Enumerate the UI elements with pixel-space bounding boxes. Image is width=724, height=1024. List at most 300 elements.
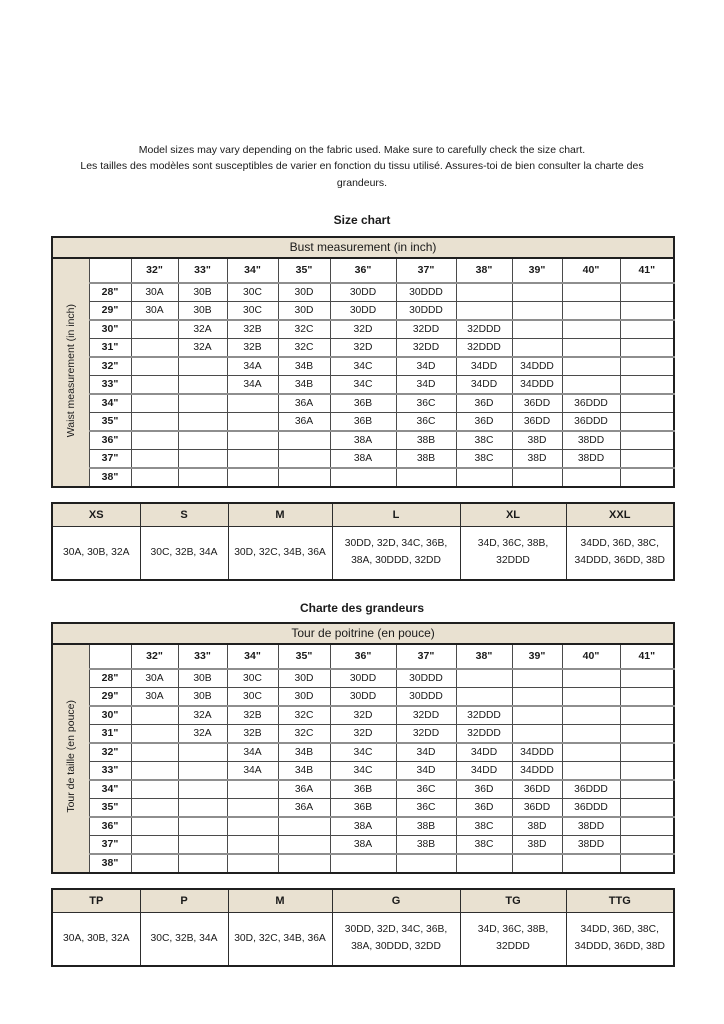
bust-size-header-cell: 37" (396, 258, 456, 283)
size-cell: 36D (456, 780, 512, 799)
size-matrix-row (52, 412, 674, 431)
size-cell (512, 706, 562, 725)
size-cell (131, 375, 178, 394)
size-cell: 34C (330, 743, 396, 762)
size-cell (512, 338, 562, 357)
size-cell (131, 357, 178, 376)
size-matrix-row (52, 357, 674, 376)
bust-size-header-cell: 39" (512, 258, 562, 283)
size-cell (620, 854, 674, 873)
bust-size-header-cell: 41" (620, 258, 674, 283)
size-cell: 32A (178, 320, 227, 339)
size-cell (562, 283, 620, 302)
size-cell: 34DDD (512, 761, 562, 780)
size-cell: 36A (278, 780, 330, 799)
size-cell (562, 761, 620, 780)
size-cell: 36D (456, 798, 512, 817)
size-groups-table-fr (51, 888, 675, 967)
size-cell: 30D (278, 669, 330, 688)
group-sizes-cell: 34DD, 36D, 38C, 34DDD, 36DD, 38D (566, 526, 674, 580)
size-cell (178, 780, 227, 799)
size-cell (278, 468, 330, 487)
size-cell (562, 669, 620, 688)
group-label-cell: XL (460, 503, 566, 527)
waist-size-header-cell: 34" (89, 780, 131, 799)
size-cell (456, 283, 512, 302)
size-cell (512, 687, 562, 706)
size-cell: 32D (330, 706, 396, 725)
group-label-cell: M (228, 889, 332, 913)
size-cell (278, 835, 330, 854)
size-cell: 30DD (330, 283, 396, 302)
size-cell: 32DD (396, 320, 456, 339)
waist-size-header-cell: 33" (89, 761, 131, 780)
waist-size-header-cell: 32" (89, 357, 131, 376)
size-cell: 36D (456, 394, 512, 413)
bust-size-header-cell: 38" (456, 644, 512, 669)
size-cell: 34B (278, 743, 330, 762)
size-cell (456, 687, 512, 706)
size-cell (620, 394, 674, 413)
size-cell (178, 817, 227, 836)
waist-size-header-cell: 30" (89, 706, 131, 725)
size-matrix-row (52, 320, 674, 339)
size-cell: 30B (178, 687, 227, 706)
size-cell (512, 283, 562, 302)
size-matrix-row (52, 431, 674, 450)
size-cell (178, 854, 227, 873)
size-cell: 34DD (456, 761, 512, 780)
size-cell (278, 431, 330, 450)
size-cell (620, 687, 674, 706)
size-cell (512, 854, 562, 873)
size-cell (562, 468, 620, 487)
size-cell: 32C (278, 338, 330, 357)
waist-axis-label-text: Waist measurement (in inch) (64, 304, 77, 438)
waist-size-header-cell: 31" (89, 724, 131, 743)
size-cell: 36DD (512, 394, 562, 413)
size-cell: 30D (278, 687, 330, 706)
size-cell: 36DD (512, 780, 562, 799)
group-sizes-cell: 30A, 30B, 32A (52, 526, 140, 580)
size-cell: 38C (456, 817, 512, 836)
size-cell (131, 320, 178, 339)
waist-size-header-cell: 35" (89, 798, 131, 817)
size-cell: 34C (330, 375, 396, 394)
size-cell: 30A (131, 301, 178, 320)
bust-size-header-cell: 35" (278, 258, 330, 283)
size-cell: 34B (278, 761, 330, 780)
size-cell: 38D (512, 431, 562, 450)
size-cell: 30DDD (396, 301, 456, 320)
size-groups-table-en (51, 502, 675, 581)
size-matrix-row (52, 780, 674, 799)
size-cell (620, 431, 674, 450)
size-cell (131, 338, 178, 357)
size-cell: 38A (330, 449, 396, 468)
size-cell: 32D (330, 338, 396, 357)
size-cell (131, 835, 178, 854)
size-matrix-row (52, 798, 674, 817)
bust-measurement-header: Tour de poitrine (en pouce) (52, 623, 674, 644)
size-cell: 38DD (562, 835, 620, 854)
size-cell (131, 743, 178, 762)
bust-size-header-cell: 37" (396, 644, 456, 669)
group-sizes-cell: 30C, 32B, 34A (140, 912, 228, 966)
size-cell (620, 780, 674, 799)
size-cell: 32DDD (456, 320, 512, 339)
size-cell (456, 669, 512, 688)
waist-axis-label (52, 644, 89, 873)
size-cell (562, 706, 620, 725)
size-cell: 38A (330, 431, 396, 450)
size-cell (227, 468, 278, 487)
size-cell (131, 431, 178, 450)
size-cell: 30C (227, 687, 278, 706)
size-matrix-row (52, 283, 674, 302)
size-cell (620, 835, 674, 854)
size-cell: 30DD (330, 669, 396, 688)
bust-size-header-row (52, 258, 674, 283)
size-cell (512, 320, 562, 339)
size-cell (131, 468, 178, 487)
group-sizes-cell: 30D, 32C, 34B, 36A (228, 526, 332, 580)
bust-size-header-cell: 35" (278, 644, 330, 669)
size-cell: 32C (278, 320, 330, 339)
size-cell (178, 449, 227, 468)
size-cell (227, 835, 278, 854)
size-cell: 36DDD (562, 394, 620, 413)
size-cell (562, 724, 620, 743)
size-cell: 38B (396, 835, 456, 854)
section-english (51, 213, 673, 581)
size-cell: 30C (227, 283, 278, 302)
group-label-row (52, 889, 674, 913)
size-cell: 36C (396, 412, 456, 431)
size-cell (562, 338, 620, 357)
size-cell: 38B (396, 817, 456, 836)
group-sizes-cell: 34DD, 36D, 38C, 34DDD, 36DD, 38D (566, 912, 674, 966)
size-cell: 32DDD (456, 724, 512, 743)
size-cell (131, 394, 178, 413)
size-cell: 30D (278, 301, 330, 320)
size-cell: 34A (227, 375, 278, 394)
size-cell: 34D (396, 743, 456, 762)
size-cell (620, 724, 674, 743)
group-label-cell: L (332, 503, 460, 527)
waist-size-header-cell: 28" (89, 669, 131, 688)
size-cell (278, 854, 330, 873)
size-cell: 30A (131, 687, 178, 706)
size-cell: 36B (330, 798, 396, 817)
bust-header-row (52, 623, 674, 644)
group-sizes-cell: 30DD, 32D, 34C, 36B, 38A, 30DDD, 32DD (332, 912, 460, 966)
size-cell: 38C (456, 835, 512, 854)
size-cell (178, 431, 227, 450)
size-cell: 30D (278, 283, 330, 302)
bust-size-header-cell: 38" (456, 258, 512, 283)
size-cell: 32DD (396, 724, 456, 743)
size-cell: 34D (396, 761, 456, 780)
size-cell: 38A (330, 835, 396, 854)
size-cell: 30C (227, 669, 278, 688)
bust-size-header-cell: 32" (131, 644, 178, 669)
waist-axis-label (52, 258, 89, 487)
size-cell: 34A (227, 761, 278, 780)
bust-measurement-header: Bust measurement (in inch) (52, 237, 674, 258)
section-french (51, 601, 673, 967)
size-cell: 38C (456, 431, 512, 450)
size-cell (178, 761, 227, 780)
note-french: Les tailles des modèles sont susceptibles de varier en fonction du tissu utilisé. Assures-toi de bien consulter la charte des grandeurs. (80, 160, 644, 189)
bust-size-header-cell: 33" (178, 258, 227, 283)
size-cell (131, 449, 178, 468)
size-cell (227, 780, 278, 799)
size-cell (620, 320, 674, 339)
size-cell: 32D (330, 724, 396, 743)
size-cell (620, 798, 674, 817)
size-cell: 34A (227, 357, 278, 376)
size-cell: 38C (456, 449, 512, 468)
size-cell: 32C (278, 706, 330, 725)
size-cell: 36C (396, 780, 456, 799)
size-cell (620, 412, 674, 431)
size-cell: 30B (178, 669, 227, 688)
waist-size-header-cell: 32" (89, 743, 131, 762)
size-cell (562, 320, 620, 339)
size-cell (512, 468, 562, 487)
size-cell (620, 669, 674, 688)
size-matrix-row (52, 687, 674, 706)
size-cell: 32A (178, 706, 227, 725)
waist-size-header-cell: 29" (89, 687, 131, 706)
waist-size-header-cell: 38" (89, 468, 131, 487)
size-cell (620, 449, 674, 468)
size-cell: 36A (278, 394, 330, 413)
size-cell (131, 780, 178, 799)
size-cell: 32DDD (456, 706, 512, 725)
size-cell (562, 301, 620, 320)
size-cell: 38D (512, 817, 562, 836)
group-label-cell: P (140, 889, 228, 913)
group-sizes-cell: 34D, 36C, 38B, 32DDD (460, 912, 566, 966)
size-cell: 38B (396, 431, 456, 450)
size-cell (456, 301, 512, 320)
size-chart-table-en (51, 236, 675, 488)
size-cell: 30A (131, 283, 178, 302)
size-cell (330, 468, 396, 487)
size-cell: 34B (278, 375, 330, 394)
size-cell (620, 706, 674, 725)
size-matrix-row (52, 449, 674, 468)
size-cell (178, 375, 227, 394)
size-cell (178, 798, 227, 817)
size-cell: 34B (278, 357, 330, 376)
size-cell (620, 817, 674, 836)
size-cell: 38A (330, 817, 396, 836)
note-english: Model sizes may vary depending on the fabric used. Make sure to carefully check the size chart. (138, 144, 586, 156)
size-matrix-row (52, 338, 674, 357)
size-cell (512, 301, 562, 320)
size-cell (396, 468, 456, 487)
size-cell (562, 687, 620, 706)
size-cell (227, 431, 278, 450)
size-cell: 32B (227, 338, 278, 357)
size-cell (178, 357, 227, 376)
size-cell (562, 854, 620, 873)
size-cell: 34C (330, 761, 396, 780)
group-sizes-cell: 30A, 30B, 32A (52, 912, 140, 966)
size-cell (227, 817, 278, 836)
size-cell: 34C (330, 357, 396, 376)
size-cell: 30DD (330, 301, 396, 320)
size-cell: 32B (227, 724, 278, 743)
bust-header-row (52, 237, 674, 258)
size-matrix-row (52, 854, 674, 873)
size-cell: 34DDD (512, 375, 562, 394)
size-cell (620, 357, 674, 376)
size-matrix-row (52, 835, 674, 854)
size-cell (512, 724, 562, 743)
size-cell (330, 854, 396, 873)
size-matrix-row (52, 817, 674, 836)
size-cell: 36A (278, 798, 330, 817)
size-cell (178, 743, 227, 762)
size-cell (456, 468, 512, 487)
size-matrix-row (52, 669, 674, 688)
size-cell (562, 743, 620, 762)
group-sizes-cell: 30C, 32B, 34A (140, 526, 228, 580)
size-cell (620, 468, 674, 487)
size-cell (620, 743, 674, 762)
group-label-cell: TG (460, 889, 566, 913)
size-cell: 38D (512, 449, 562, 468)
title-size-chart-fr: Charte des grandeurs (299, 600, 425, 615)
size-cell (178, 394, 227, 413)
size-cell: 34DD (456, 743, 512, 762)
size-cell: 30DDD (396, 687, 456, 706)
group-sizes-cell: 30D, 32C, 34B, 36A (228, 912, 332, 966)
size-cell: 36C (396, 798, 456, 817)
size-cell (131, 412, 178, 431)
group-label-cell: TTG (566, 889, 674, 913)
bust-size-header-cell: 39" (512, 644, 562, 669)
size-cell: 32DD (396, 706, 456, 725)
size-cell: 32DD (396, 338, 456, 357)
content (51, 0, 673, 967)
waist-size-header-cell: 37" (89, 449, 131, 468)
size-cell: 32A (178, 724, 227, 743)
size-matrix-row (52, 394, 674, 413)
size-cell (131, 724, 178, 743)
size-cell (178, 412, 227, 431)
size-cell (456, 854, 512, 873)
corner-cell (89, 258, 131, 283)
size-cell: 36DDD (562, 780, 620, 799)
size-cell: 34A (227, 743, 278, 762)
size-cell (278, 817, 330, 836)
size-cell: 32D (330, 320, 396, 339)
waist-size-header-cell: 30" (89, 320, 131, 339)
size-cell (227, 854, 278, 873)
size-cell (396, 854, 456, 873)
size-cell (620, 283, 674, 302)
size-cell: 38DD (562, 817, 620, 836)
waist-axis-label-text: Tour de taille (en pouce) (64, 700, 77, 814)
title-size-chart-en: Size chart (333, 212, 391, 227)
size-cell: 32C (278, 724, 330, 743)
size-cell: 36D (456, 412, 512, 431)
waist-size-header-cell: 36" (89, 431, 131, 450)
size-matrix-row (52, 743, 674, 762)
size-cell: 34DDD (512, 743, 562, 762)
size-cell: 30C (227, 301, 278, 320)
group-sizes-row (52, 526, 674, 580)
size-cell (227, 798, 278, 817)
bust-size-header-row (52, 644, 674, 669)
size-cell (131, 854, 178, 873)
group-sizes-cell: 34D, 36C, 38B, 32DDD (460, 526, 566, 580)
group-label-cell: S (140, 503, 228, 527)
waist-size-header-cell: 29" (89, 301, 131, 320)
size-matrix-row (52, 761, 674, 780)
size-cell: 30B (178, 283, 227, 302)
group-sizes-cell: 30DD, 32D, 34C, 36B, 38A, 30DDD, 32DD (332, 526, 460, 580)
size-cell: 30DD (330, 687, 396, 706)
size-cell: 34DD (456, 375, 512, 394)
size-cell (620, 301, 674, 320)
group-label-row (52, 503, 674, 527)
size-cell (512, 669, 562, 688)
size-cell (620, 761, 674, 780)
size-cell: 34DDD (512, 357, 562, 376)
size-cell: 30DDD (396, 669, 456, 688)
size-matrix-row (52, 375, 674, 394)
size-cell: 36C (396, 394, 456, 413)
bust-size-header-cell: 36" (330, 644, 396, 669)
size-cell (131, 798, 178, 817)
waist-size-header-cell: 37" (89, 835, 131, 854)
size-cell (131, 706, 178, 725)
size-cell: 36DDD (562, 798, 620, 817)
size-cell (562, 375, 620, 394)
size-cell (227, 412, 278, 431)
size-cell: 36DDD (562, 412, 620, 431)
group-label-cell: G (332, 889, 460, 913)
size-cell: 36A (278, 412, 330, 431)
bust-size-header-cell: 40" (562, 644, 620, 669)
waist-size-header-cell: 28" (89, 283, 131, 302)
size-cell: 36DD (512, 798, 562, 817)
size-cell: 36B (330, 412, 396, 431)
size-cell: 38DD (562, 449, 620, 468)
size-cell: 32DDD (456, 338, 512, 357)
waist-size-header-cell: 31" (89, 338, 131, 357)
size-matrix-row (52, 468, 674, 487)
size-cell: 30B (178, 301, 227, 320)
bust-size-header-cell: 33" (178, 644, 227, 669)
waist-size-header-cell: 38" (89, 854, 131, 873)
bust-size-header-cell: 41" (620, 644, 674, 669)
size-matrix-row (52, 706, 674, 725)
size-cell: 34D (396, 375, 456, 394)
bust-size-header-cell: 40" (562, 258, 620, 283)
group-label-cell: XS (52, 503, 140, 527)
waist-size-header-cell: 36" (89, 817, 131, 836)
size-cell (227, 394, 278, 413)
size-cell (562, 357, 620, 376)
size-cell (620, 338, 674, 357)
